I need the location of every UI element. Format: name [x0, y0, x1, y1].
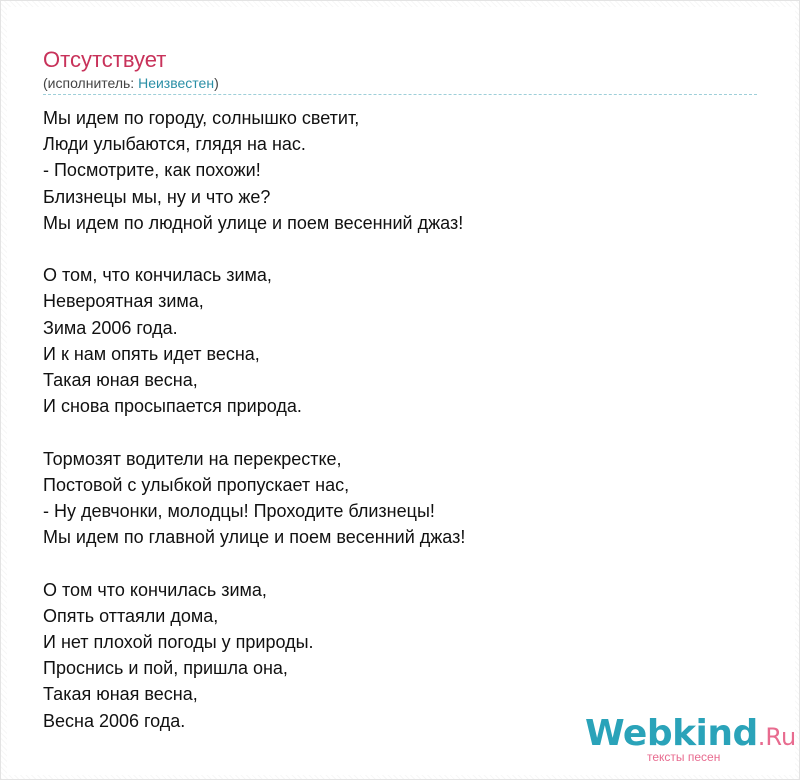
logo-wordmark	[585, 713, 796, 754]
lyric-line: - Ну девчонки, молодцы! Проходите близнецы!	[43, 501, 435, 522]
song-title: Отсутствует	[43, 47, 167, 72]
lyric-line: Мы идем по городу, солнышко светит,	[43, 108, 360, 128]
lyric-line: Такая юная весна,	[43, 370, 198, 391]
lyric-line: Люди улыбаются, глядя на нас.	[43, 134, 306, 155]
webkind-logo	[585, 713, 797, 764]
lyric-line: Тормозят водители на перекрестке,	[43, 448, 342, 469]
lyric-line: Мы идем по главной улице и поем весенний джаз!	[43, 527, 466, 548]
logo-main-text: Webkind	[585, 713, 758, 754]
lyric-line: - Посмотрите, как похожи!	[43, 160, 261, 181]
lyrics-text	[43, 105, 465, 760]
lyric-line: Близнецы мы, ну и что же?	[43, 186, 271, 207]
content-card	[7, 7, 795, 775]
artist-link[interactable]: Неизвестен	[138, 75, 215, 91]
lyric-line: Опять оттаяли дома,	[43, 605, 219, 626]
logo-tagline: тексты песен	[647, 750, 721, 764]
stanza-4	[43, 577, 465, 734]
lyric-line: И нет плохой погоды у природы.	[43, 632, 314, 653]
lyric-line: И снова просыпается природа.	[43, 396, 302, 417]
stanza-1	[43, 105, 465, 236]
artist-line	[43, 75, 219, 91]
lyric-line: Невероятная зима,	[43, 291, 204, 312]
artist-suffix: )	[214, 75, 219, 91]
logo-tld: .Ru	[757, 723, 797, 751]
lyric-line: Зима 2006 года.	[43, 317, 178, 338]
lyric-line: Проснись и пой, пришла она,	[43, 658, 288, 679]
artist-prefix: (исполнитель:	[43, 75, 139, 91]
lyric-line: О том что кончилась зима,	[43, 579, 267, 600]
lyric-line: О том, что кончилась зима,	[43, 265, 272, 286]
lyric-line: И к нам опять идет весна,	[43, 343, 260, 364]
lyric-line: Весна 2006 года.	[43, 710, 186, 731]
lyric-line: Постовой с улыбкой пропускает нас,	[43, 474, 350, 495]
dashed-divider	[43, 94, 757, 95]
lyric-line: Мы идем по людной улице и поем весенний джаз!	[43, 212, 464, 233]
lyric-line: Такая юная весна,	[43, 684, 198, 705]
stanza-2	[43, 262, 465, 419]
stanza-3	[43, 446, 465, 551]
